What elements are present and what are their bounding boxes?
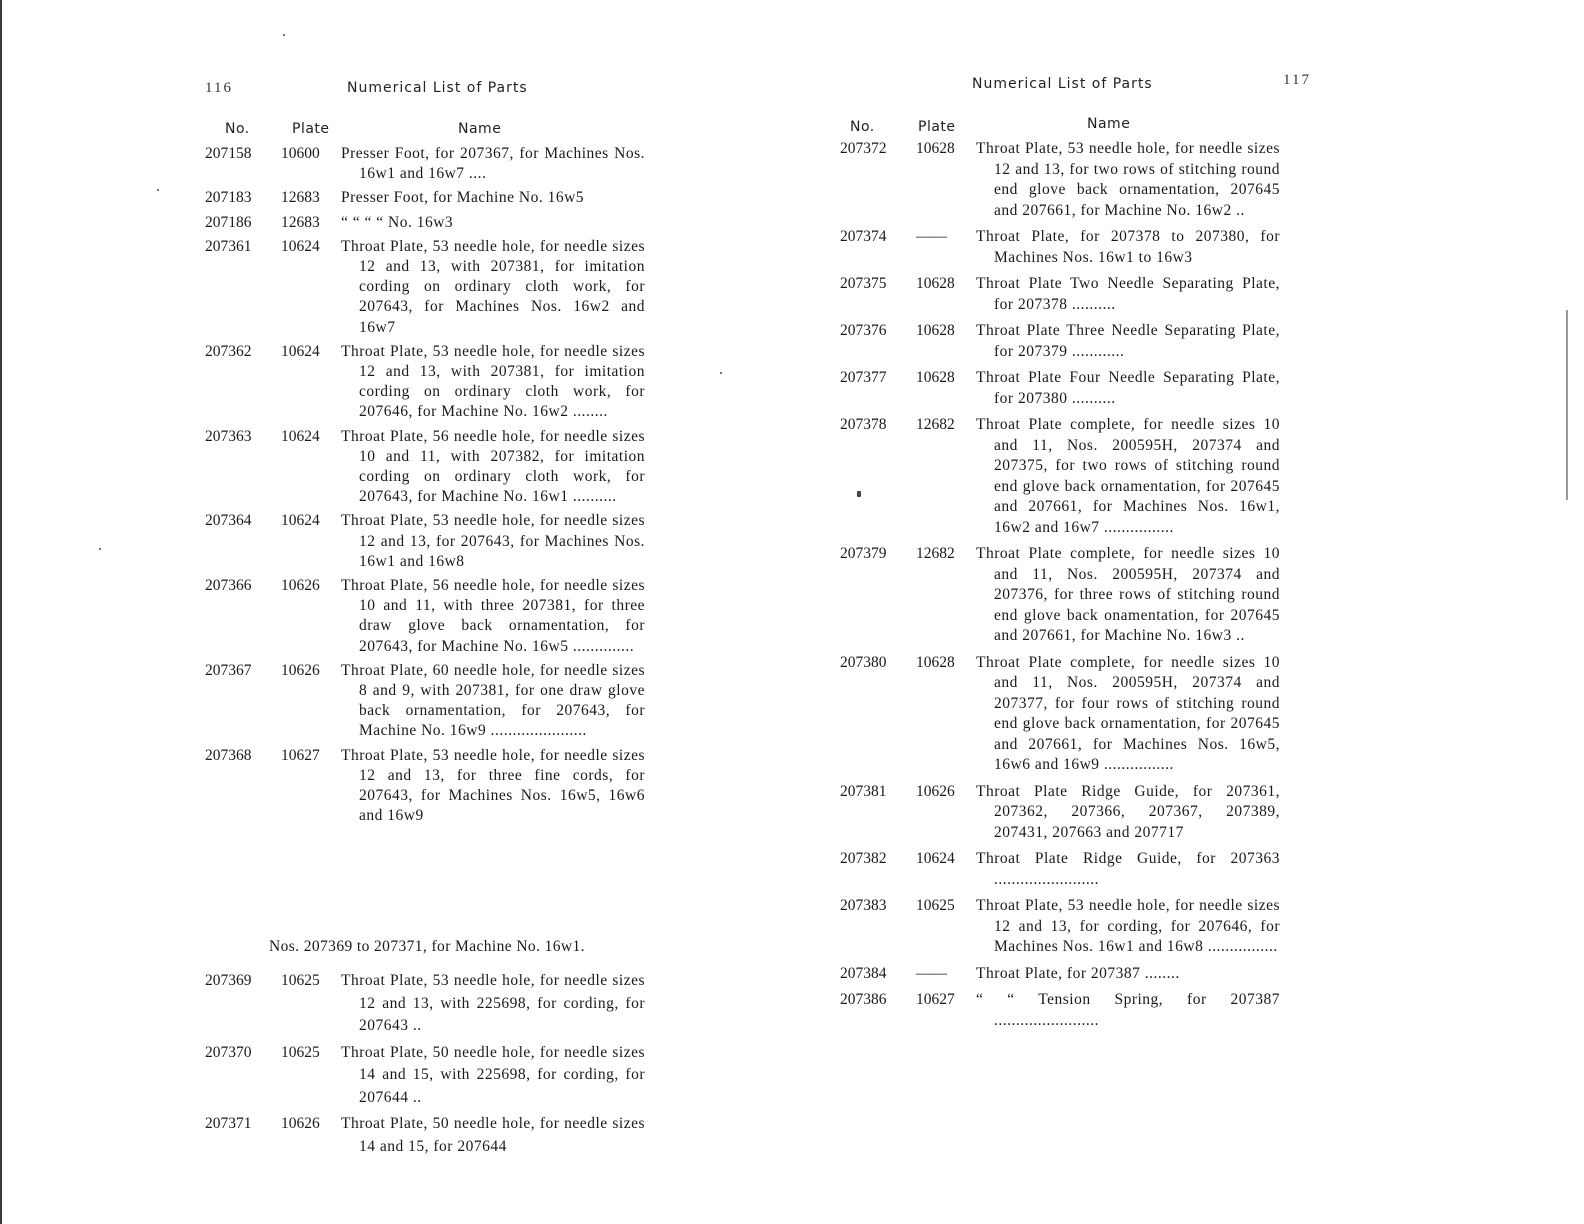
plate-number: 10628	[916, 140, 955, 157]
column-header-name: Name	[1087, 116, 1131, 132]
column-header-name: Name	[458, 121, 502, 137]
part-entry	[205, 511, 645, 572]
part-entry	[840, 227, 1280, 268]
part-name: Throat Plate Four Needle Separating Plate, for 207380 ..........	[976, 369, 1280, 407]
plate-number: 10624	[281, 237, 320, 255]
plate-number: 10626	[281, 1115, 320, 1132]
part-number: 207361	[205, 237, 252, 255]
parts-list	[840, 139, 1280, 1037]
part-number: 207375	[840, 275, 887, 292]
parts-list-continued	[205, 970, 645, 1162]
part-name: Throat Plate Three Needle Separating Plate, for 207379 ............	[976, 322, 1280, 360]
plate-number: 10625	[916, 897, 955, 914]
plate-number: 10625	[281, 1043, 320, 1061]
part-entry	[840, 782, 1280, 844]
part-name: Throat Plate, for 207378 to 207380, for Machines Nos. 16w1 to 16w3	[976, 228, 1280, 266]
part-entry	[205, 746, 645, 827]
part-number: 207183	[205, 189, 252, 207]
plate-number: 12683	[281, 189, 320, 207]
part-number: 207364	[205, 512, 252, 530]
part-name: Throat Plate complete, for needle sizes 10 and 11, Nos. 200595H, 207374 and 207375, for two rows of stitching round end glove back ornamentation, for 207645 and 207661, for Machines Nos. 16w1, 16w2 and 16w7 ................	[976, 416, 1280, 536]
part-entry	[205, 970, 645, 1038]
part-number: 207386	[840, 991, 887, 1008]
page-number: 117	[1283, 72, 1311, 88]
part-name: Throat Plate complete, for needle sizes 10 and 11, Nos. 200595H, 207374 and 207376, for three rows of stitching round end glove back onamentation, for 207645 and 207661, for Machine No. 16w3 ..	[976, 545, 1280, 644]
part-entry	[205, 213, 645, 233]
part-number: 207380	[840, 653, 887, 671]
part-entry	[840, 964, 1280, 985]
plate-number: 10624	[281, 512, 320, 530]
part-name: Throat Plate, 53 needle hole, for needle sizes 12 and 13, with 207381, for imitation cording on ordinary cloth work, for 207646, for Machine No. 16w2 ........	[341, 342, 645, 421]
part-name: Throat Plate complete, for needle sizes 10 and 11, Nos. 200595H, 207374 and 207377, for four rows of stitching round end glove back ornamentation, for 207645 and 207661, for Machines Nos. 16w5, 16w6 and 16w9 ................	[976, 653, 1280, 773]
section-note: Nos. 207369 to 207371, for Machine No. 16w1.	[269, 938, 585, 955]
column-header-no: No.	[225, 121, 250, 137]
part-name: Throat Plate Two Needle Separating Plate, for 207378 ..........	[976, 275, 1280, 313]
part-name: Throat Plate, 53 needle hole, for needle sizes 12 and 13, for three fine cords, for 207643, for Machines Nos. 16w5, 16w6 and 16w9	[341, 746, 645, 825]
plate-number: 10627	[281, 746, 320, 764]
plate-number: ——	[916, 228, 947, 245]
part-entry	[840, 849, 1280, 890]
scan-speck	[99, 548, 101, 550]
part-name: Throat Plate, 53 needle hole, for needle sizes 12 and 13, for two rows of stitching round end glove back ornamentation, 207645 and 207661, for Machine No. 16w2 ..	[976, 140, 1280, 219]
scan-speck	[283, 34, 285, 36]
part-entry	[205, 237, 645, 338]
part-entry	[840, 274, 1280, 315]
plate-number: 10600	[281, 145, 320, 162]
part-entry	[840, 990, 1280, 1031]
scan-edge-left	[0, 0, 2, 1224]
column-header-no: No.	[850, 119, 875, 135]
part-entry	[205, 144, 645, 184]
part-entry	[840, 415, 1280, 538]
part-entry	[840, 139, 1280, 221]
plate-number: 10626	[916, 782, 955, 800]
plate-number: 12682	[916, 416, 955, 433]
plate-number: 10628	[916, 322, 955, 339]
part-name: Throat Plate Ridge Guide, for 207363 ........................	[976, 850, 1280, 888]
part-name: Throat Plate, 56 needle hole, for needle sizes 10 and 11, with three 207381, for three draw glove back ornamentation, for 207643, for Machine No. 16w5 ..............	[341, 577, 645, 655]
part-entry	[840, 544, 1280, 647]
part-number: 207382	[840, 850, 887, 867]
part-number: 207369	[205, 972, 252, 989]
part-number: 207378	[840, 416, 887, 433]
plate-number: 10626	[281, 661, 320, 679]
part-entry	[205, 188, 645, 208]
part-name: Throat Plate, 50 needle hole, for needle sizes 14 and 15, for 207644	[341, 1115, 645, 1155]
part-name: Presser Foot, for Machine No. 16w5	[341, 189, 585, 207]
plate-number: 10624	[281, 427, 320, 445]
plate-number: ——	[916, 964, 947, 982]
running-head: Numerical List of Parts	[347, 80, 528, 96]
part-number: 207381	[840, 782, 887, 800]
plate-number: 10627	[916, 991, 955, 1008]
part-name: “ “ Tension Spring, for 207387 ........................	[976, 991, 1280, 1029]
part-entry	[840, 321, 1280, 362]
part-number: 207186	[205, 213, 252, 231]
plate-number: 12682	[916, 545, 955, 562]
part-name: Throat Plate, 60 needle hole, for needle sizes 8 and 9, with 207381, for one draw glove back ornamentation, for 207643, for Machine No. 16w9 ......................	[341, 661, 645, 740]
part-number: 207384	[840, 964, 887, 982]
part-number: 207362	[205, 342, 252, 360]
part-number: 207379	[840, 545, 887, 562]
plate-number: 10628	[916, 369, 955, 386]
part-number: 207383	[840, 897, 887, 914]
part-name: Throat Plate Ridge Guide, for 207361, 207362, 207366, 207367, 207389, 207431, 207663 and 207717	[976, 782, 1280, 841]
part-entry	[205, 1113, 645, 1158]
part-entry	[205, 427, 645, 508]
scan-speck	[720, 372, 722, 374]
part-entry	[205, 342, 645, 423]
part-entry	[205, 576, 645, 657]
plate-number: 10628	[916, 275, 955, 292]
part-name: Throat Plate, 50 needle hole, for needle sizes 14 and 15, with 225698, for cording, for 207644 ..	[341, 1043, 645, 1106]
part-entry	[205, 1042, 645, 1110]
plate-number: 10624	[916, 850, 955, 867]
scan-edge-right	[1566, 310, 1568, 500]
part-entry	[840, 368, 1280, 409]
part-number: 207368	[205, 746, 252, 764]
part-number: 207367	[205, 661, 252, 679]
part-name: Presser Foot, for 207367, for Machines Nos. 16w1 and 16w7 ....	[341, 145, 645, 183]
scan-speck	[157, 189, 159, 191]
part-name: Throat Plate, 53 needle hole, for needle sizes 12 and 13, for cording, for 207646, for Machines Nos. 16w1 and 16w8 ................	[976, 897, 1280, 955]
plate-number: 10626	[281, 577, 320, 595]
part-name: “ “ “ “ No. 16w3	[341, 213, 454, 231]
part-number: 207376	[840, 322, 887, 339]
plate-number: 12683	[281, 213, 320, 231]
part-number: 207374	[840, 228, 887, 245]
part-name: Throat Plate, 53 needle hole, for needle sizes 12 and 13, with 207381, for imitation cording on ordinary cloth work, for 207643, for Machines Nos. 16w2 and 16w7	[341, 237, 645, 336]
plate-number: 10625	[281, 972, 320, 989]
part-name: Throat Plate, 56 needle hole, for needle sizes 10 and 11, with 207382, for imitation cording on ordinary cloth work, for 207643, for Machine No. 16w1 ..........	[341, 427, 645, 506]
part-number: 207158	[205, 145, 252, 162]
parts-list	[205, 144, 645, 831]
plate-number: 10624	[281, 342, 320, 360]
part-name: Throat Plate, for 207387 ........	[976, 964, 1180, 982]
page-number: 116	[205, 80, 233, 96]
column-header-plate: Plate	[292, 121, 330, 137]
part-number: 207371	[205, 1115, 252, 1132]
column-header-plate: Plate	[918, 119, 956, 135]
part-entry	[205, 661, 645, 742]
part-number: 207372	[840, 140, 887, 157]
part-number: 207370	[205, 1043, 252, 1061]
part-entry	[840, 653, 1280, 776]
running-head: Numerical List of Parts	[972, 76, 1153, 92]
plate-number: 10628	[916, 653, 955, 671]
part-entry	[840, 896, 1280, 958]
part-name: Throat Plate, 53 needle hole, for needle sizes 12 and 13, for 207643, for Machines Nos. 16w1 and 16w8	[341, 512, 645, 570]
part-name: Throat Plate, 53 needle hole, for needle sizes 12 and 13, with 225698, for cording, for 207643 ..	[341, 972, 645, 1034]
part-number: 207377	[840, 369, 887, 386]
part-number: 207366	[205, 577, 252, 595]
part-number: 207363	[205, 427, 252, 445]
